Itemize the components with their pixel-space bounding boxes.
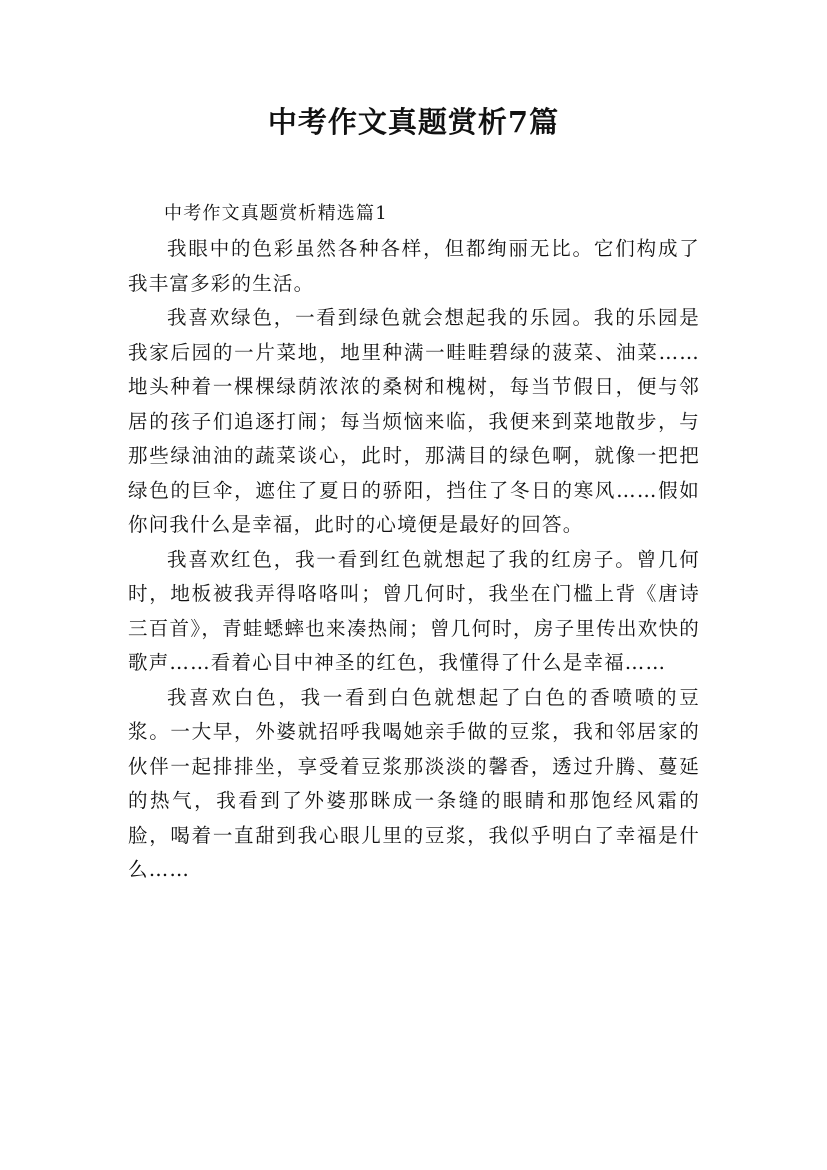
section-heading: 中考作文真题赏析精选篇1 [164,203,388,224]
paragraph-red: 我喜欢红色，我一看到红色就想起了我的红房子。曾几何时，地板被我弄得咯咯叫；曾几何时，我坐在门槛上背《唐诗三百首》，青蛙蟋蟀也来凑热闹；曾几何时，房子里传出欢快的歌声……看着心目中神圣的红色，我懂得了什么是幸福…… [128,547,700,674]
paragraph-white: 我喜欢白色，我一看到白色就想起了白色的香喷喷的豆浆。一大早，外婆就招呼我喝她亲手做的豆浆，我和邻居家的伙伴一起排排坐，享受着豆浆那淡淡的馨香，透过升腾、蔓延的热气，我看到了外婆那眯成一条缝的眼睛和那饱经风霜的脸，喝着一直甜到我心眼儿里的豆浆，我似乎明白了幸福是什么…… [128,685,700,881]
paragraph-green: 我喜欢绿色，一看到绿色就会想起我的乐园。我的乐园是我家后园的一片菜地，地里种满一畦畦碧绿的菠菜、油菜……地头种着一棵棵绿荫浓浓的桑树和槐树，每当节假日，便与邻居的孩子们追逐打闹；每当烦恼来临，我便来到菜地散步，与那些绿油油的蔬菜谈心，此时，那满目的绿色啊，就像一把把绿色的巨伞，遮住了夏日的骄阳，挡住了冬日的寒风……假如你问我什么是幸福，此时的心境便是最好的回答。 [128,306,700,536]
document-body [128,196,700,888]
document-title: 中考作文真题赏析7篇 [267,105,560,139]
paragraph-intro: 我眼中的色彩虽然各种各样，但都绚丽无比。它们构成了我丰富多彩的生活。 [128,237,700,295]
